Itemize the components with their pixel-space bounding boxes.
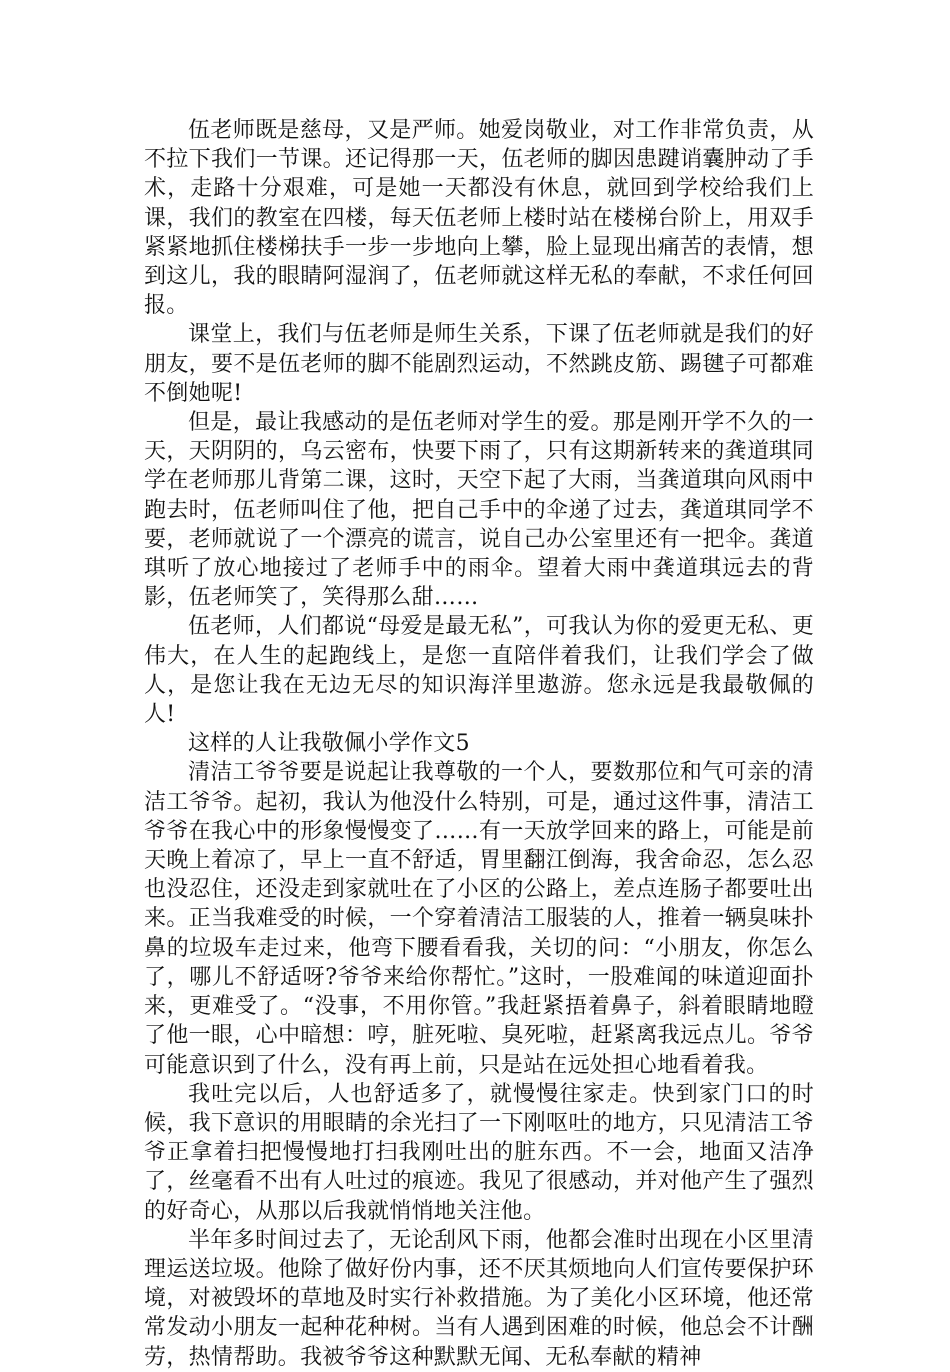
paragraph-teacher-friend: 课堂上，我们与伍老师是师生关系，下课了伍老师就是我们的好朋友，要不是伍老师的脚不能剧烈运动，不然跳皮筋、踢毽子可都难不倒她呢! xyxy=(144,322,814,406)
paragraph-teacher-dedication: 伍老师既是慈母，又是严师。她爱岗敬业，对工作非常负责，从不拉下我们一节课。还记得那一天，伍老师的脚因患踺诮囊肿动了手术，走路十分艰难，可是她一天都没有休息，就回到学校给我们上课，我们的教室在四楼，每天伍老师上楼时站在楼梯台阶上，用双手紧紧地抓住楼梯扶手一步一步地向上攀，脸上显现出痛苦的表情，想到这儿，我的眼睛阿湿润了，伍老师就这样无私的奉献，不求任何回报。 xyxy=(144,118,814,319)
paragraph-teacher-praise: 伍老师，人们都说“母爱是最无私”，可我认为你的爱更无私、更伟大，在人生的起跑线上，是您一直陪伴着我们，让我们学会了做人，是您让我在无边无尽的知识海洋里遨游。您永远是我最敬佩的人! xyxy=(144,614,814,728)
document-body xyxy=(144,116,814,1372)
essay-heading: 这样的人让我敬佩小学作文5 xyxy=(188,731,470,757)
paragraph-cleaner-sweeping: 我吐完以后，人也舒适多了，就慢慢往家走。快到家门口的时候，我下意识的用眼睛的余光扫了一下刚呕吐的地方，只见清洁工爷爷正拿着扫把慢慢地打扫我刚吐出的脏东西。不一会，地面又洁净了，丝毫看不出有人吐过的痕迹。我见了很感动，并对他产生了强烈的好奇心，从那以后我就悄悄地关注他。 xyxy=(144,1081,814,1224)
paragraph-cleaner-intro: 清洁工爷爷要是说起让我尊敬的一个人，要数那位和气可亲的清洁工爷爷。起初，我认为他没什么特别，可是，通过这件事，清洁工爷爷在我心中的形象慢慢变了……有一天放学回来的路上，可能是前天晚上着凉了，早上一直不舒适，胃里翻江倒海，我舍命忍，怎么忍也没忍住，还没走到家就吐在了小区的公路上，差点连肠子都要吐出来。正当我难受的时候，一个穿着清洁工服装的人，推着一辆臭味扑鼻的垃圾车走过来，他弯下腰看看我，关切的问：“小朋友，你怎么了，哪儿不舒适呀?爷爷来给你帮忙。”这时，一股难闻的味道迎面扑来，更难受了。“没事，不用你管。”我赶紧捂着鼻子，斜着眼睛地瞪了他一眼，心中暗想：哼，脏死啦、臭死啦，赶紧离我远点儿。爷爷可能意识到了什么，没有再上前，只是站在远处担心地看着我。 xyxy=(144,760,814,1078)
paragraph-cleaner-half-year: 半年多时间过去了，无论刮风下雨，他都会准时出现在小区里清理运送垃圾。他除了做好份内事，还不厌其烦地向人们宣传要保护环境，对被毁坏的草地及时实行补救措施。为了美化小区环境，他还常常发动小朋友一起种花种树。当有人遇到困难的时候，他总会不计酬劳，热情帮助。我被爷爷这种默默无闻、无私奉献的精神 xyxy=(144,1227,814,1370)
paragraph-umbrella-story: 但是，最让我感动的是伍老师对学生的爱。那是刚开学不久的一天，天阴阴的，乌云密布，快要下雨了，只有这期新转来的龚道琪同学在老师那儿背第二课，这时，天空下起了大雨，当龚道琪向风雨中跑去时，伍老师叫住了他，把自己手中的伞递了过去，龚道琪同学不要，老师就说了一个漂亮的谎言，说自己办公室里还有一把伞。龚道琪听了放心地接过了老师手中的雨伞。望着大雨中龚道琪远去的背影，伍老师笑了，笑得那么甜…… xyxy=(144,410,814,611)
